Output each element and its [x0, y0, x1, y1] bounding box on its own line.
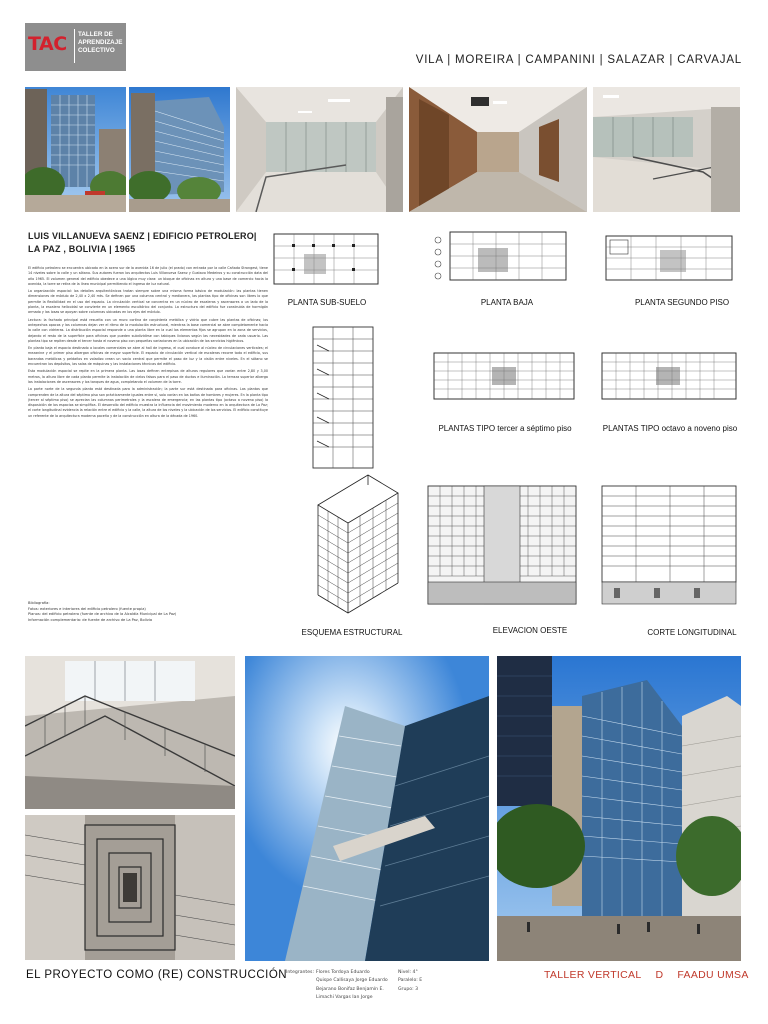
label-plantas-tipo-8-9: PLANTAS TIPO octavo a noveno piso	[602, 424, 738, 433]
team-members-list	[316, 969, 388, 1002]
course-paralelo: Paralelo: E	[398, 978, 423, 984]
plan-baja-drawing	[428, 226, 578, 291]
authors-line: VILA | MOREIRA | CAMPANINI | SALAZAR | CARVAJAL	[415, 54, 742, 66]
footer-taller-letter: D	[655, 969, 664, 981]
logo-subtitle-line: APRENDIZAJE	[78, 39, 123, 46]
label-planta-baja: PLANTA BAJA	[480, 298, 534, 307]
logo-divider	[74, 29, 75, 63]
label-corte-longitudinal: CORTE LONGITUDINAL	[647, 628, 737, 637]
project-description	[28, 266, 268, 588]
footer-taller-vertical	[544, 969, 763, 981]
project-title-line: LA PAZ , BOLIVIA | 1965	[28, 244, 136, 254]
photo-exterior-2	[129, 87, 230, 212]
structural-scheme-drawing	[298, 465, 406, 617]
label-elevacion-oeste: ELEVACION OESTE	[492, 626, 568, 635]
photo-spiral-stair	[25, 815, 235, 960]
footer-taller-label: TALLER VERTICAL	[544, 969, 642, 981]
photo-facade-upward	[245, 656, 489, 961]
description-paragraph: La organización espacial: los detalles arquitectónicos tratan siempre sobre una misma forma básica de modulación: las plantas tienen dimensiones de módulo de 2,40 x 2,40 mts. Se definen por una columna central y medianera, las plantas tipo de oficinas son libres lo que permite la flexibilidad en el uso del espacio. La circulación vertical se concentra en un núcleo de escaleras y ascensores a un lado de la planta, la escalera helicoidal se convierte en un elemento escultórico del conjunto. La estructura del edificio fue construida de hormigón armado y las losas se apoyan sobre columnas ubicadas en los ejes del módulo.	[28, 289, 268, 315]
course-nivel: Nivel: 4°	[398, 970, 418, 975]
label-planta-segundo-piso: PLANTA SEGUNDO PISO	[634, 298, 730, 307]
plan-tipo-3-7-drawing	[430, 345, 578, 409]
plan-tipo-8-9-drawing	[598, 345, 740, 409]
team-member: Quispe Callisaya Jorge Eduardo	[316, 978, 388, 984]
photo-exterior-1	[25, 87, 126, 212]
longitudinal-section-drawing	[594, 480, 744, 614]
course-info	[398, 969, 422, 994]
course-grupo: Grupo: 3	[398, 986, 419, 992]
project-title	[28, 230, 268, 256]
bibliography-heading: Bibliografía:	[28, 601, 50, 605]
photo-street-view	[497, 656, 741, 961]
integrantes-label	[286, 969, 314, 977]
west-elevation-drawing	[424, 482, 580, 614]
bibliography	[28, 601, 268, 623]
label-esquema-estructural: ESQUEMA ESTRUCTURAL	[301, 628, 403, 637]
label-plantas-tipo-3-7: PLANTAS TIPO tercer a séptimo piso	[438, 424, 572, 433]
team-member: Limachi Vargas Ian Jorge	[316, 994, 373, 1000]
integrantes-label-text: Integrantes:	[286, 970, 314, 975]
description-paragraph: En planta baja el espacio destinado a locales comerciales se abre al hall de ingreso, el cual conduce al núcleo de circulaciones verticales; el mezanine y el primer piso albergan oficinas de mayor superficie. El espacio de circulación vertical de escaleras recorre todo el edificio, sus barandas metálicas y peldaños en voladizo crean un vacío central que permite el paso de luz y la visión entre niveles. En el sótano se encuentran los depósitos, las salas de máquinas y las instalaciones técnicas del edificio.	[28, 346, 268, 367]
description-paragraph: Lectura: la fachada principal está resuelta con un muro cortina de carpintería metálica y vidrio que cubre las plantas de oficinas; los antepechos opacos y las columnas dejan ver el ritmo de la modulación estructural, mientras la base comercial se abre completamente hacia la calle con vidrieras. La distribución espacial responde a una planta libre en la cual los elementos fijos se agrupan en la zona de servicios, dejando el resto de la superficie para oficinas que pueden subdividirse con tabiques livianos según las necesidades de cada usuario. Las plantas tipo se repiten desde el tercer hasta el noveno piso con pequeñas variaciones en la ubicación de los servicios higiénicos.	[28, 317, 268, 343]
logo-subtitle-line: TALLER DE	[78, 31, 113, 38]
photo-stairwell-railing	[25, 656, 235, 809]
project-title-line: LUIS VILLANUEVA SAENZ | EDIFICIO PETROLERO|	[28, 231, 257, 241]
team-member: Flores Tordoya Eduardo	[316, 970, 370, 975]
photo-interior-stair-railing	[593, 87, 740, 212]
description-paragraph: El edificio petrolero se encuentra ubicado en la acera sur de la avenida 16 de julio (el prado) con entrada por la calle Cañada Strongest, tiene 14 niveles sobre la calle y un sótano. Sus autores fueron los arquitectos Luis Villanueva Saenz y Gustavo Medeiros y su construcción data del año 1965. El volumen general del edificio obedece a una lógica muy clara: un bloque de oficinas en altura y una base de comercio hacia la avenida, la torre se retira de la línea municipal permitiendo el ingreso de luz natural.	[28, 266, 268, 286]
footer-title: EL PROYECTO COMO (RE) CONSTRUCCIÓN	[26, 969, 288, 981]
description-paragraph: La parte norte de la segunda planta está destinada para la administración; la parte sur está destinada para oficinas. Las plantas que comprenden de la altura del séptimo piso son prácticamente iguales entre sí, solo varían en los baños de hombres y mujeres. En la planta tipo (tercer al séptimo piso) se aprecian las columnas perimetrales y la escalera de emergencia; en las plantas tipo (octavo a noveno piso) la disposición de los espacios se simplifica. El desarrollo del edificio muestra la influencia del movimiento moderno en la arquitectura de La Paz; el corte longitudinal evidencia la relación entre el edificio y la calle, la altura de los niveles y la ubicación de los servicios. El edificio constituye un referente de la arquitectura moderna paceña y de la construcción en altura de la década de 1960.	[28, 387, 268, 418]
team-member: Bejarano Bonifaz Benjamín E.	[316, 986, 384, 992]
plan-sub-suelo-drawing	[268, 226, 386, 291]
photo-interior-corridor	[236, 87, 403, 212]
tac-logo	[25, 23, 126, 71]
section-strip-drawing	[303, 325, 383, 470]
footer-faculty: FAADU UMSA	[677, 969, 749, 981]
bibliography-item: Fotos: exteriores e interiores del edificio petrolero (fuente propia)	[28, 606, 146, 611]
logo-subtitle	[78, 31, 126, 55]
photo-interior-hallway	[409, 87, 587, 212]
logo-mark: TAC	[28, 33, 67, 55]
logo-subtitle-line: COLECTIVO	[78, 47, 115, 54]
label-planta-sub-suelo: PLANTA SUB-SUELO	[287, 298, 367, 307]
plan-segundo-piso-drawing	[600, 226, 740, 291]
bibliography-item: Información complementaria: de fuente de archivo de La Paz, Bolivia	[28, 617, 153, 622]
description-paragraph: Esta modulación espacial se repite en la primera planta. Las losas definen entrepisos de alturas regulares que varían entre 2,80 y 3,00 metros, la altura libre de cada planta permite la instalación de cielos falsos para el paso de ductos e iluminación. La terraza superior alberga las instalaciones de ascensores y los tanques de agua, completando el volumen de la torre.	[28, 369, 268, 384]
bibliography-item: Planos: del edificio petrolero (fuente de archivo de la Alcaldía Municipal de La Paz)	[28, 612, 177, 617]
